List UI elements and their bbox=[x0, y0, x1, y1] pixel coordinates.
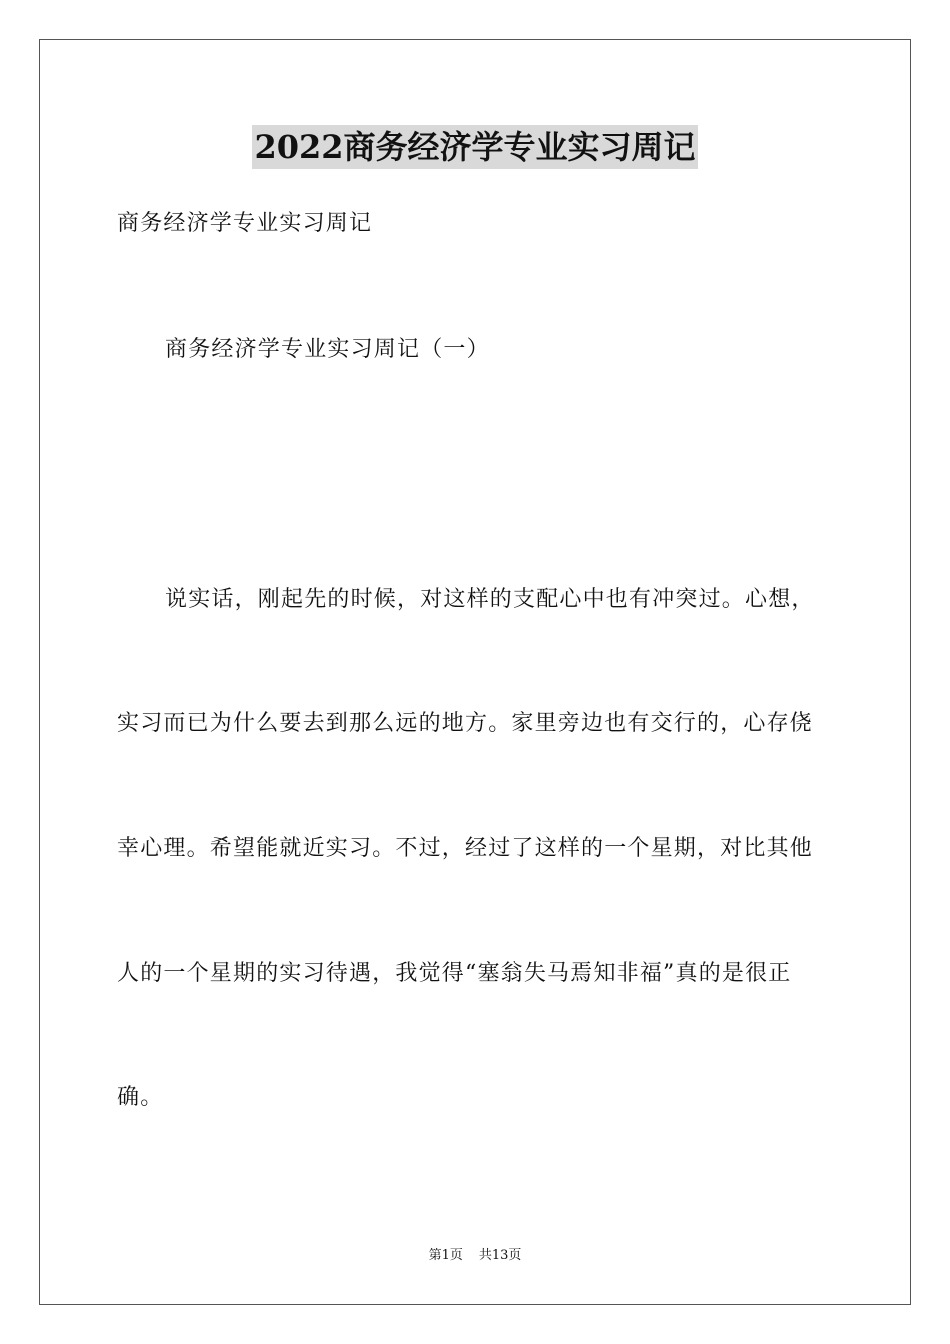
document-subtitle: 商务经济学专业实习周记 bbox=[117, 211, 373, 236]
paragraph-line-5: 确。 bbox=[117, 1085, 164, 1110]
paragraph-line-2: 实习而已为什么要去到那么远的地方。家里旁边也有交行的，心存侥 bbox=[117, 711, 814, 736]
paragraph-line-3: 幸心理。希望能就近实习。不过，经过了这样的一个星期，对比其他 bbox=[117, 836, 814, 861]
title-container bbox=[0, 125, 950, 169]
paragraph-line-4: 人的一个星期的实习待遇，我觉得“塞翁失马焉知非福”真的是很正 bbox=[117, 961, 792, 986]
section-heading: 商务经济学专业实习周记（一） bbox=[165, 337, 490, 362]
page-number-total: 共13页 bbox=[478, 1248, 522, 1263]
page-number-current: 第1页 bbox=[428, 1248, 463, 1263]
page-footer bbox=[0, 1247, 950, 1265]
paragraph-line-1: 说实话，刚起先的时候，对这样的支配心中也有冲突过。心想， bbox=[165, 587, 815, 612]
document-title: 2022商务经济学专业实习周记 bbox=[252, 125, 697, 169]
